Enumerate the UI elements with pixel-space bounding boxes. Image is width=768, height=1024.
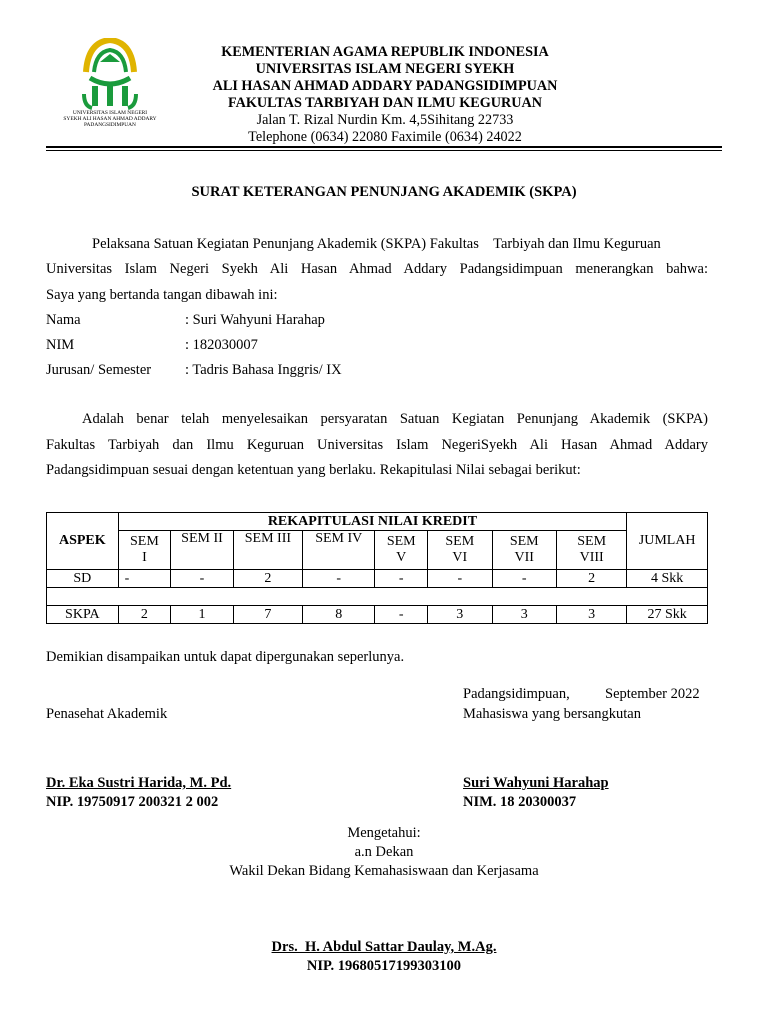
sem-header-line: VIII: [579, 550, 604, 565]
sem-header: [428, 531, 492, 570]
header-university-name: ALI HASAN AHMAD ADDARY PADANGSIDIMPUAN: [212, 78, 558, 94]
sem-header-line: V: [396, 550, 407, 565]
row-jumlah: 4 Skk: [627, 570, 708, 588]
left-role: Penasehat Akademik: [46, 706, 168, 722]
sem-header-line: VI: [452, 550, 468, 565]
row-value: -: [303, 570, 375, 588]
row-value: 2: [118, 606, 171, 624]
jumlah-header: JUMLAH: [627, 513, 708, 570]
sem-header: [233, 531, 302, 570]
credit-recap-table: [46, 512, 708, 624]
sem-header-line: SEM II: [181, 531, 223, 546]
logo-caption: [56, 110, 164, 128]
sem-header-line: SEM: [577, 534, 607, 549]
header-phone: Telephone (0634) 22080 Faximile (0634) 24022: [248, 129, 522, 145]
logo-caption-line: SYEKH ALI HASAN AHMAD ADDARY: [63, 116, 157, 122]
header-address: Jalan T. Rizal Nurdin Km. 4,5Sihitang 22733: [256, 112, 514, 128]
nim-value: : 182030007: [185, 337, 258, 353]
dean-name: Drs. H. Abdul Sattar Daulay, M.Ag.: [271, 939, 497, 955]
student-signature-name: Suri Wahyuni Harahap: [463, 775, 609, 791]
body-line-3: Padangsidimpuan sesuai dengan ketentuan yang berlaku. Rekapitulasi Nilai sebagai berikut:: [46, 462, 581, 478]
sem-header-line: SEM: [130, 534, 159, 549]
mengetahui-label: Mengetahui:: [347, 825, 421, 841]
table-row: [47, 570, 708, 588]
header-university: UNIVERSITAS ISLAM NEGERI SYEKH: [255, 61, 515, 77]
name-value: : Suri Wahyuni Harahap: [185, 312, 325, 328]
dean-nip: NIP. 19680517199303100: [306, 958, 462, 974]
row-value: -: [375, 570, 428, 588]
row-value: 7: [233, 606, 302, 624]
row-value: -: [375, 606, 428, 624]
header-ministry: KEMENTERIAN AGAMA REPUBLIK INDONESIA: [221, 44, 549, 60]
student-nim: NIM. 18 20300037: [463, 794, 577, 810]
an-dekan-label: a.n Dekan: [354, 844, 414, 860]
nim-label: NIM: [46, 337, 75, 353]
place-city: Padangsidimpuan,: [463, 686, 570, 702]
row-aspek: SD: [47, 570, 119, 588]
sem-header-line: SEM: [386, 534, 416, 549]
logo-caption-line: UNIVERSITAS ISLAM NEGERI: [72, 110, 148, 116]
sem-header: [303, 531, 375, 570]
row-value: 3: [556, 606, 626, 624]
row-value: 3: [428, 606, 492, 624]
sem-header: [492, 531, 556, 570]
row-jumlah: 27 Skk: [627, 606, 708, 624]
sem-header-line: SEM: [509, 534, 539, 549]
advisor-nip: NIP. 19750917 200321 2 002: [46, 794, 219, 810]
row-value: 8: [303, 606, 375, 624]
row-value: -: [118, 570, 171, 588]
row-value: 3: [492, 606, 556, 624]
place-date: September 2022: [605, 686, 700, 702]
sem-header-line: I: [142, 550, 147, 565]
body-line-1: Adalah benar telah menyelesaikan persyaratan Satuan Kegiatan Penunjang Akademik (SKPA): [82, 411, 708, 427]
row-value: 1: [171, 606, 233, 624]
sem-header-line: SEM III: [244, 531, 292, 546]
sem-header-line: SEM: [445, 534, 475, 549]
document-title: SURAT KETERANGAN PENUNJANG AKADEMIK (SKPA): [191, 184, 577, 200]
row-value: 2: [556, 570, 626, 588]
intro-line-2: Universitas Islam Negeri Syekh Ali Hasan Ahmad Addary Padangsidimpuan menerangkan bahwa:: [46, 261, 708, 277]
sem-header-line: VII: [514, 550, 534, 565]
closing-text: Demikian disampaikan untuk dapat dipergunakan seperlunya.: [46, 649, 405, 665]
sem-header: [556, 531, 626, 570]
sem-header: [118, 531, 171, 570]
sem-header: [375, 531, 428, 570]
wakil-dekan-label: Wakil Dekan Bidang Kemahasiswaan dan Kerjasama: [229, 863, 539, 879]
right-role: Mahasiswa yang bersangkutan: [463, 706, 641, 722]
row-value: -: [492, 570, 556, 588]
header-rule-thin: [46, 150, 722, 151]
logo-caption-line: PADANGSIDIMPUAN: [84, 122, 136, 128]
table-row: [47, 606, 708, 624]
intro-text: Pelaksana Satuan Kegiatan Penunjang Akademik (SKPA) Fakultas Tarbiyah dan Ilmu Keguruan: [92, 236, 661, 252]
sem-header-line: SEM IV: [315, 531, 363, 546]
header-rule-thick: [46, 146, 722, 148]
header-faculty: FAKULTAS TARBIYAH DAN ILMU KEGURUAN: [227, 95, 542, 111]
name-label: Nama: [46, 312, 81, 328]
major-value: : Tadris Bahasa Inggris/ IX: [185, 362, 342, 378]
aspek-header: ASPEK: [47, 513, 119, 570]
empty-cell: [47, 588, 708, 606]
major-label: Jurusan/ Semester: [46, 362, 152, 378]
table-empty-row: [47, 588, 708, 606]
university-logo: [78, 38, 142, 110]
body-line-2: Fakultas Tarbiyah dan Ilmu Keguruan Universitas Islam NegeriSyekh Ali Hasan Ahmad Addary: [46, 437, 708, 453]
recap-group-header: REKAPITULASI NILAI KREDIT: [118, 513, 627, 531]
advisor-name: Dr. Eka Sustri Harida, M. Pd.: [46, 775, 232, 791]
intro-line-1: [92, 235, 661, 253]
row-value: 2: [233, 570, 302, 588]
intro-line-3: Saya yang bertanda tangan dibawah ini:: [46, 287, 278, 303]
row-aspek: SKPA: [47, 606, 119, 624]
row-value: -: [171, 570, 233, 588]
sem-header: [171, 531, 233, 570]
row-value: -: [428, 570, 492, 588]
